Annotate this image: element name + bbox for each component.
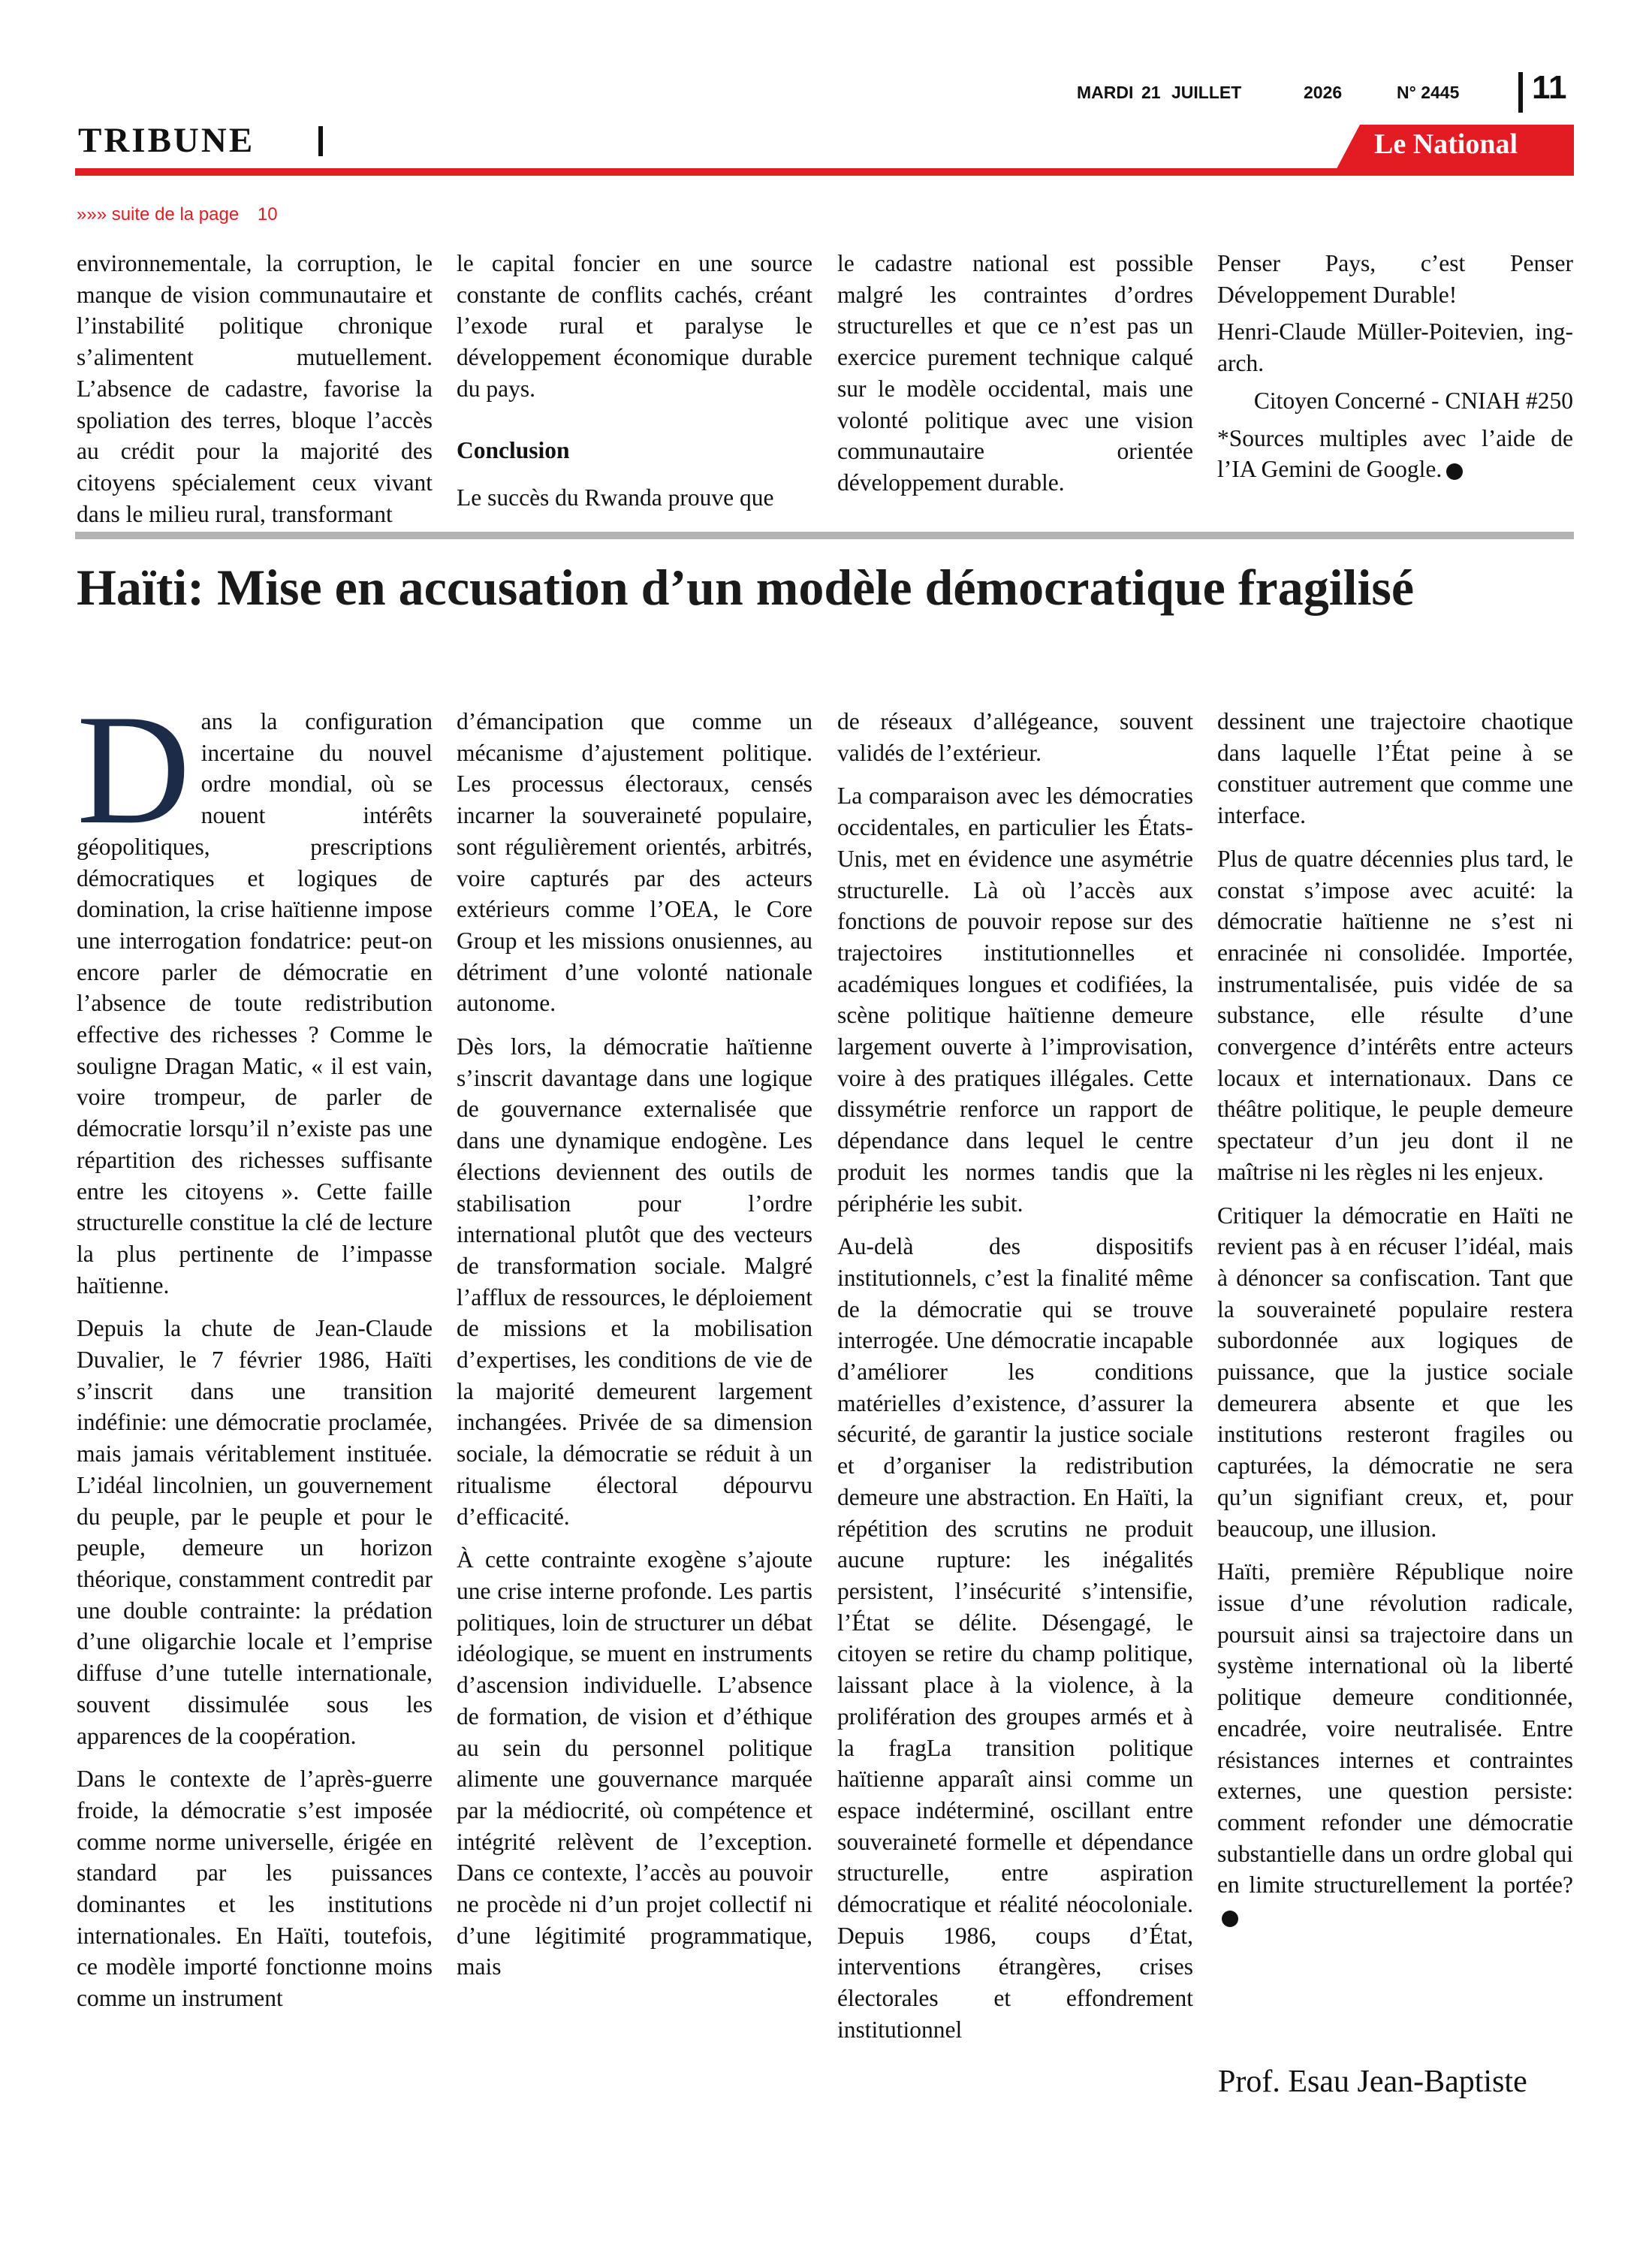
previous-author-affiliation: Citoyen Concerné - CNIAH #250 bbox=[1253, 387, 1573, 414]
previous-article-column-4 bbox=[1217, 248, 1573, 497]
lead-paragraph: Dans la configuration incertaine du nouvel ordre mondial, où se nouent intérêts géopolitiques, prescriptions démocratiques et logiques de domination, la crise haïtienne impose une interrogation fondatrice: peut-on encore parler de démocratie en l’absence de toute redistribution effective des richesses ? Comme le souligne Dragan Matic, « il est vain, voire trompeur, de parler de démocratie lorsqu’il n’existe pas une répartition des richesses suffisante entre les citoyens ». Cette faille structurelle constitue la clé de lecture la plus pertinente de l’impasse haïtienne. bbox=[77, 683, 433, 1298]
paragraph: Au-delà des dispositifs institutionnels, c’est la finalité même de la démocratie qui se trouve interrogée. Une démocratie incapable d’améliorer les conditions matérielles d’existence, d’assurer la sécurité, de garantir la justice sociale et d’organiser la redistribution demeure une abstraction. En Haïti, la répétition des scrutins ne produit aucune rupture: les inégalités persistent, l’insécurité s’intensifie, l’État se délite. Désengagé, le citoyen se retire du champ politique, laissant place à la violence, à la prolifération des groupes armés et à la fragLa transition politique haïtienne apparaît ainsi comme un espace indéterminé, oscillant entre souveraineté formelle et dépendance structurelle, entre aspiration démocratique et réalité néocoloniale. Depuis 1986, coups d’État, interventions étrangères, crises électorales et effondrement institutionnel bbox=[837, 1233, 1193, 2043]
date-number: 21 bbox=[1141, 83, 1161, 102]
sources-note bbox=[1217, 423, 1573, 485]
conclusion-heading: Conclusion bbox=[457, 436, 570, 463]
date-year: 2026 bbox=[1304, 83, 1343, 102]
previous-article-column-1 bbox=[77, 248, 433, 541]
article-column-4 bbox=[1217, 706, 1573, 1944]
page-number: 11 bbox=[1532, 69, 1567, 106]
continued-label: »»» suite de la page bbox=[77, 204, 240, 225]
previous-author: Henri-Claude Müller-Poitevien, ing-arch. bbox=[1217, 318, 1573, 377]
paragraph: le cadastre national est possible malgré les contraintes d’ordres structurelles et que ce n’est pas un exercice purement technique calqué sur le modèle occidental, mais une volonté politique avec une vision communautaire orientée développement durable. bbox=[837, 250, 1193, 496]
article-column-1 bbox=[77, 683, 433, 2026]
header-divider bbox=[1518, 72, 1523, 113]
continued-page: 10 bbox=[257, 204, 278, 225]
article-headline: Haïti: Mise en accusation d’un modèle démocratique fragilisé bbox=[77, 559, 1415, 616]
date-day: MARDI bbox=[1077, 83, 1134, 102]
end-mark-icon bbox=[1222, 1911, 1238, 1927]
sources-note-text: *Sources multiples avec l’aide de l’IA Gemini de Google. bbox=[1217, 424, 1573, 483]
paragraph: de réseaux d’allégeance, souvent validés de l’extérieur. bbox=[837, 708, 1193, 766]
paragraph: Depuis la chute de Jean-Claude Duvalier, le 7 février 1986, Haïti s’inscrit dans une transition indéfinie: une démocratie proclamée, mais jamais véritablement instituée. L’idéal lincolnien, un gouvernement du peuple, par le peuple et pour le peuple, demeure un horizon théorique, constamment contredit par une double contrainte: la prédation d’une oligarchie locale et l’emprise diffuse d’une tutelle internationale, souvent dissimulée sous les apparences de la coopération. bbox=[77, 1315, 433, 1749]
paragraph: À cette contrainte exogène s’ajoute une crise interne profonde. Les partis politiques, loin de structurer un débat idéologique, se muent en instruments d’ascension individuelle. L’absence de formation, de vision et d’éthique au sein du personnel politique alimente une gouvernance marquée par la médiocrité, où compétence et intégrité relèvent de l’exception. Dans ce contexte, l’accès au pouvoir ne procède ni d’un projet collectif ni d’une légitimité programmatique, mais bbox=[457, 1546, 812, 1980]
paragraph: Critiquer la démocratie en Haïti ne revient pas à en récuser l’idéal, mais à dénoncer sa confiscation. Tant que la souveraineté populaire restera subordonnée aux logiques de puissance, que la justice sociale demeurera absente et que les institutions resteront fragiles ou capturées, la démocratie ne sera qu’un signifiant creux, et, pour beaucoup, une illusion. bbox=[1217, 1202, 1573, 1542]
issue-number: N° 2445 bbox=[1397, 83, 1460, 102]
paragraph: environnementale, la corruption, le manque de vision communautaire et l’instabilité politique chronique s’alimentent mutuellement. L’absence de cadastre, favorise la spoliation des terres, bloque l’accès au crédit pour la majorité des citoyens spécialement ceux vivant dans le milieu rural, transformant bbox=[77, 250, 433, 527]
paragraph: Penser Pays, c’est Penser Développement Durable! bbox=[1217, 250, 1573, 308]
closing-paragraph bbox=[1217, 1556, 1573, 1932]
closing-paragraph-text: Haïti, première République noire issue d’une révolution radicale, poursuit ainsi sa trajectoire dans un système international où la liberté politique demeure conditionnée, encadrée, voire neutralisée. Entre résistances internes et contraintes externes, une question persiste: comment refonder une démocratie substantielle dans un ordre global qui en limite structurellement la portée? bbox=[1217, 1558, 1573, 1899]
header-rule bbox=[75, 168, 1574, 176]
paragraph: Dès lors, la démocratie haïtienne s’inscrit davantage dans une logique de gouvernance externalisée que dans une dynamique endogène. Les élections deviennent des outils de stabilisation pour l’ordre international plutôt que des vecteurs de transformation sociale. Malgré l’afflux de ressources, le déploiement de missions et la mobilisation d’expertises, les conditions de vie de la majorité demeurent largement inchangées. Privée de sa dimension sociale, la démocratie se réduit à un ritualisme électoral dépourvu d’efficacité. bbox=[457, 1033, 812, 1530]
end-mark-icon bbox=[1446, 463, 1463, 480]
date-line bbox=[1077, 83, 1497, 113]
paragraph: Dans le contexte de l’après-guerre froide, la démocratie s’est imposée comme norme universelle, érigée en standard par les puissances dominantes et les institutions internationales. En Haïti, toutefois, ce modèle importé fonctionne moins comme un instrument bbox=[77, 1766, 433, 2012]
paragraph: La comparaison avec les démocraties occidentales, en particulier les États-Unis, met en évidence une asymétrie structurelle. Là où l’accès aux fonctions de pouvoir repose sur des trajectoires institutionnelles et académiques longues et codifiées, la scène politique haïtienne demeure largement ouverte à l’improvisation, voire à des pratiques illégales. Cette dissymétrie renforce un rapport de dépendance dans lequel le centre produit les normes tandis que la périphérie les subit. bbox=[837, 783, 1193, 1217]
section-title: TRIBUNE bbox=[78, 121, 255, 160]
paragraph: Le succès du Rwanda prouve que bbox=[457, 484, 774, 511]
paragraph: le capital foncier en une source constante de conflits cachés, créant l’exode rural et paralyse le développement économique durable du pays. bbox=[457, 250, 812, 402]
article-column-2 bbox=[457, 706, 812, 1995]
paragraph: dessinent une trajectoire chaotique dans laquelle l’État peine à se constituer autrement que comme une interface. bbox=[1217, 708, 1573, 829]
date-month: JUILLET bbox=[1171, 83, 1242, 102]
paragraph: d’émancipation que comme un mécanisme d’ajustement politique. Les processus électoraux, censés incarner la souveraineté populaire, sont régulièrement orientés, arbitrés, voire capturés par des acteurs extérieurs comme l’OEA, le Core Group et les missions onusiennes, au détriment d’une volonté nationale autonome. bbox=[457, 708, 812, 1017]
section-divider bbox=[318, 126, 323, 156]
article-column-3 bbox=[837, 706, 1193, 2058]
paragraph: Plus de quatre décennies plus tard, le constat s’impose avec acuité: la démocratie haïtienne ne s’est ni enracinée ni consolidée. Importée, instrumentalisée, puis vidée de sa substance, elle résulte d’une convergence d’intérêts entre acteurs locaux et internationaux. Dans ce théâtre politique, le peuple demeure spectateur d’un jeu dont il ne maîtrise ni les règles ni les enjeux. bbox=[1217, 845, 1573, 1185]
article-separator bbox=[75, 532, 1574, 539]
previous-article-column-3 bbox=[837, 248, 1193, 511]
previous-article-column-2 bbox=[457, 248, 812, 526]
article-author: Prof. Esau Jean-Baptiste bbox=[1218, 2064, 1527, 2099]
continued-from bbox=[77, 204, 278, 225]
brand-name: Le National bbox=[1374, 128, 1518, 160]
